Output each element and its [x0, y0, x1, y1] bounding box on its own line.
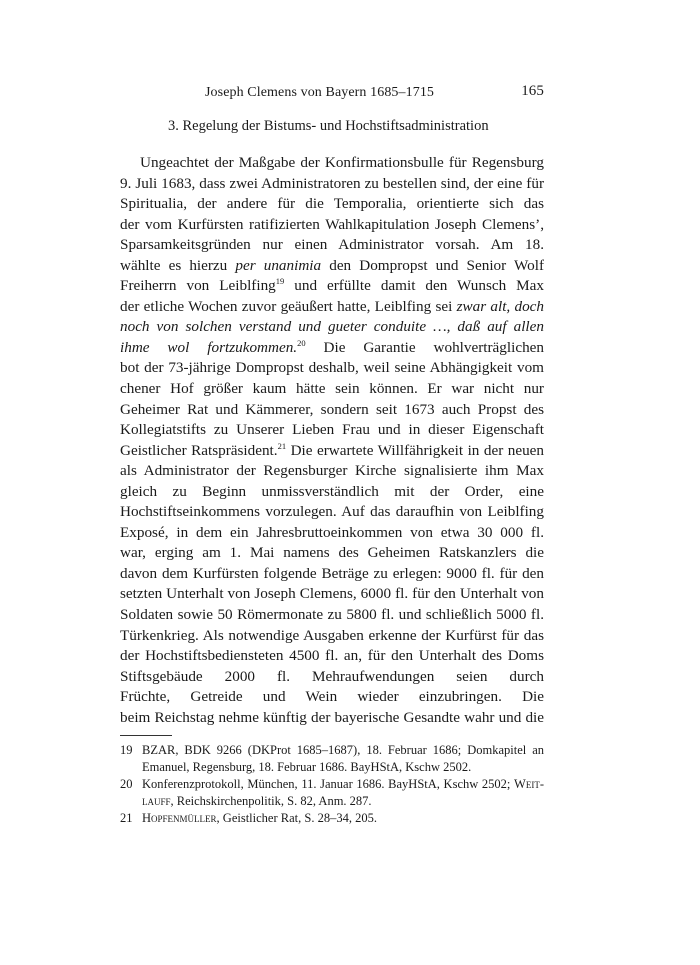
body-line: Ungeachtet der Maßgabe der Konfirmationsbulle für Regensburg	[140, 154, 544, 171]
body-line: beim Reichstag nehme künftig der bayerische Gesandte wahr und die	[120, 708, 544, 726]
text-run: Die Garantie wohlverträglichen	[323, 338, 544, 356]
text-run: wählte es hierzu	[120, 256, 228, 274]
body-line: war, erging am 1. Mai namens des Geheimen Ratskanzlers die	[120, 544, 544, 562]
author-name: lauff	[142, 794, 171, 808]
footnote-ref[interactable]: 21	[277, 440, 287, 451]
body-line: Hochstiftseinkommens vorzulegen. Auf das daraufhin von Leiblfing	[120, 503, 544, 521]
footnote-line	[142, 810, 544, 827]
body-line: der vom Kurfürsten ratifizierten Wahlkapitulation Joseph Clemens’,	[120, 215, 544, 233]
body-line: Türkenkrieg. Als notwendige Ausgaben erkenne der Kurfürst für das	[120, 626, 544, 644]
footnote-ref[interactable]: 20	[297, 337, 306, 348]
text-run: Freiherrn von Leiblfing	[120, 277, 276, 295]
italic-run: ihme wol fortzukommen.	[120, 338, 298, 356]
author-name: Weit-	[514, 777, 544, 791]
body-line	[120, 276, 544, 297]
footnote-line	[142, 793, 544, 810]
body-line: 9. Juli 1683, dass zwei Administratoren zu bestellen sind, der eine für	[120, 174, 544, 192]
body-line	[120, 317, 544, 338]
body-line: Geheimer Rat und Kämmerer, sondern seit 1673 auch Propst des	[120, 400, 544, 418]
body-line	[120, 441, 544, 462]
body-text	[120, 153, 544, 728]
body-line: setzten Unterhalt von Joseph Clemens, 6000 fl. für den Unterhalt von	[120, 585, 544, 603]
body-line: bot der 73-jährige Dompropst deshalb, weil seine Abhängigkeit vom	[120, 359, 544, 377]
text-run: der etliche Wochen zuvor geäußert hatte, Leiblfing sei	[120, 297, 453, 315]
text-run: Die erwartete Willfährigkeit in der neuen	[290, 441, 544, 459]
body-line: der Hochstiftsbediensteten 4500 fl. an, für den Unterhalt des Doms	[120, 647, 544, 665]
body-line: Sparsamkeitsgründen nur einen Administrator vorsah. Am 18.	[120, 236, 544, 254]
footnote-number: 19	[120, 743, 133, 757]
italic-run: zwar alt, doch	[456, 297, 544, 315]
section-heading: 3. Regelung der Bistums- und Hochstiftsadministration	[168, 118, 489, 134]
footnote-ref[interactable]: 19	[275, 276, 285, 287]
footnote	[120, 776, 544, 810]
footnote	[120, 810, 544, 827]
footnote-rule	[120, 735, 172, 736]
body-line: Früchte, Getreide und Wein wieder einzubringen. Die	[120, 688, 544, 706]
page-number: 165	[521, 83, 544, 99]
footnote-line: Emanuel, Regensburg, 18. Februar 1686. BayHStA, Kschw 2502.	[142, 760, 472, 774]
footnote-number: 20	[120, 777, 133, 791]
footnote	[120, 742, 544, 776]
italic-run: per unanimia	[235, 256, 322, 274]
footnotes	[120, 742, 544, 827]
body-line: Spiritualia, der andere für die Temporalia, orientierte sich das	[120, 195, 544, 213]
body-line: Soldaten sowie 50 Römermonate zu 5800 fl. und schließlich 5000 fl.	[120, 606, 544, 624]
body-line: als Administrator der Regensburger Kirche signalisierte ihm Max	[120, 462, 544, 480]
footnote-line: BZAR, BDK 9266 (DKProt 1685–1687), 18. Februar 1686; Domkapitel an	[142, 743, 544, 757]
footnote-line	[142, 776, 544, 793]
italic-run: noch von solchen verstand und gueter conduite …, daß auf allen	[120, 318, 544, 336]
body-line: Exposé, in dem ein Jahresbruttoeinkommen von etwa 30 000 fl.	[120, 523, 544, 541]
body-line: Kollegiatstifts zu Unserer Lieben Frau und in dieser Eigenschaft	[120, 421, 544, 439]
body-line	[120, 256, 544, 277]
body-line	[120, 338, 544, 359]
body-line: chener Hof größer kaum hätte sein können. Er war nicht nur	[120, 380, 544, 398]
text-run: Geistlicher Ratspräsident.	[120, 441, 278, 459]
running-head	[120, 85, 544, 105]
text-run: und erfüllte damit den Wunsch Max	[294, 277, 544, 295]
footnote-number: 21	[120, 811, 133, 825]
body-line: davon dem Kurfürsten folgende Beträge zu erlegen: 9000 fl. für den	[120, 564, 544, 582]
text-run: , Geistlicher Rat, S. 28–34, 205.	[216, 811, 377, 825]
body-line: gleich zu Beginn unmissverständlich mit der Order, eine	[120, 482, 544, 500]
text-run: , Reichskirchenpolitik, S. 82, Anm. 287.	[170, 794, 372, 808]
body-line	[120, 297, 544, 318]
text-run: Konferenzprotokoll, München, 11. Januar 1686. BayHStA, Kschw 2502;	[142, 777, 511, 791]
running-head-title: Joseph Clemens von Bayern 1685–1715	[205, 85, 435, 100]
text-run: den Dompropst und Senior Wolf	[329, 256, 544, 274]
author-name: Hopfenmüller	[142, 811, 217, 825]
body-line: Stiftsgebäude 2000 fl. Mehraufwendungen seien durch	[120, 667, 544, 685]
